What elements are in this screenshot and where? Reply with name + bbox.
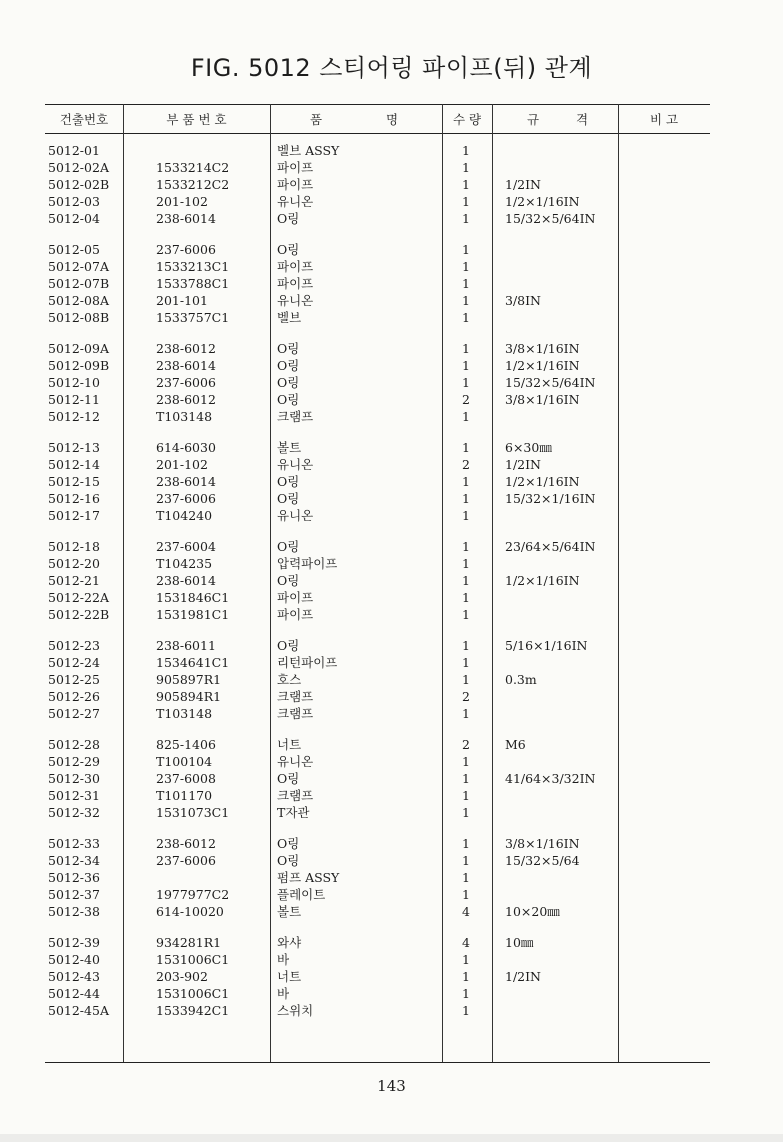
table-row: [0, 968, 783, 985]
quantity-cell: 1: [462, 211, 470, 226]
part-number-cell: 5012-29: [48, 754, 100, 769]
spec-cell: 1/2IN: [505, 457, 541, 472]
part-name-cell: 파이프: [277, 590, 314, 605]
part-number-cell: 5012-12: [48, 409, 100, 424]
part-code-cell: T103148: [156, 409, 213, 424]
quantity-cell: 1: [462, 474, 470, 489]
table-row: [0, 142, 783, 159]
part-code-cell: 905897R1: [156, 672, 222, 687]
part-name-cell: 볼트: [277, 440, 302, 455]
part-name-cell: 크램프: [277, 409, 314, 424]
table-row: [0, 292, 783, 309]
quantity-cell: 1: [462, 672, 470, 687]
part-code-cell: 934281R1: [156, 935, 222, 950]
part-name-cell: 파이프: [277, 160, 314, 175]
table-row: [0, 985, 783, 1002]
table-row: [0, 555, 783, 572]
quantity-cell: 1: [462, 986, 470, 1001]
part-name-cell: 크램프: [277, 788, 314, 803]
table-row: [0, 705, 783, 722]
part-name-cell: 크램프: [277, 689, 314, 704]
part-code-cell: 201-101: [156, 293, 208, 308]
part-number-cell: 5012-38: [48, 904, 100, 919]
table-row: [0, 258, 783, 275]
part-code-cell: 1977977C2: [156, 887, 230, 902]
part-name-cell: 벨브: [277, 310, 302, 325]
quantity-cell: 1: [462, 358, 470, 373]
table-row: [0, 176, 783, 193]
quantity-cell: 1: [462, 607, 470, 622]
part-number-cell: 5012-40: [48, 952, 100, 967]
table-row: [0, 456, 783, 473]
quantity-cell: 1: [462, 706, 470, 721]
part-number-cell: 5012-22A: [48, 590, 109, 605]
part-number-cell: 5012-01: [48, 143, 100, 158]
part-name-cell: O링: [277, 242, 300, 257]
part-number-cell: 5012-36: [48, 870, 100, 885]
part-number-cell: 5012-07A: [48, 259, 109, 274]
part-code-cell: 905894R1: [156, 689, 222, 704]
part-code-cell: T104235: [156, 556, 213, 571]
part-code-cell: T101170: [156, 788, 213, 803]
table-row: [0, 391, 783, 408]
part-number-cell: 5012-08B: [48, 310, 110, 325]
part-number-cell: 5012-13: [48, 440, 100, 455]
part-code-cell: 1533788C1: [156, 276, 230, 291]
quantity-cell: 1: [462, 177, 470, 192]
spec-cell: 3/8×1/16IN: [505, 392, 580, 407]
spec-cell: 1/2×1/16IN: [505, 194, 580, 209]
quantity-cell: 1: [462, 788, 470, 803]
part-number-cell: 5012-39: [48, 935, 100, 950]
quantity-cell: 1: [462, 952, 470, 967]
table-row: [0, 1002, 783, 1019]
part-name-cell: 유니온: [277, 754, 314, 769]
quantity-cell: 1: [462, 969, 470, 984]
table-row: [0, 903, 783, 920]
part-number-cell: 5012-10: [48, 375, 100, 390]
quantity-cell: 1: [462, 556, 470, 571]
part-code-cell: 825-1406: [156, 737, 216, 752]
table-row: [0, 538, 783, 555]
part-code-cell: 238-6014: [156, 211, 216, 226]
table-row: [0, 787, 783, 804]
quantity-cell: 1: [462, 341, 470, 356]
quantity-cell: 1: [462, 853, 470, 868]
part-name-cell: 호스: [277, 672, 302, 687]
quantity-cell: 1: [462, 754, 470, 769]
table-row: [0, 357, 783, 374]
part-name-cell: O링: [277, 211, 300, 226]
part-name-cell: 바: [277, 986, 290, 1001]
quantity-cell: 1: [462, 375, 470, 390]
part-name-cell: 벨브 ASSY: [277, 143, 340, 158]
quantity-cell: 1: [462, 573, 470, 588]
part-name-cell: 너트: [277, 969, 302, 984]
table-row: [0, 804, 783, 821]
part-code-cell: 238-6011: [156, 638, 216, 653]
quantity-cell: 1: [462, 870, 470, 885]
spec-cell: 1/2×1/16IN: [505, 474, 580, 489]
part-name-cell: O링: [277, 836, 300, 851]
part-name-cell: 볼트: [277, 904, 302, 919]
part-code-cell: 1531006C1: [156, 952, 230, 967]
part-code-cell: 1533942C1: [156, 1003, 230, 1018]
quantity-cell: 1: [462, 539, 470, 554]
quantity-cell: 1: [462, 771, 470, 786]
table-row: [0, 210, 783, 227]
table-row: [0, 654, 783, 671]
part-code-cell: 1533214C2: [156, 160, 230, 175]
part-code-cell: 614-6030: [156, 440, 216, 455]
quantity-cell: 1: [462, 310, 470, 325]
quantity-cell: 1: [462, 259, 470, 274]
table-row: [0, 439, 783, 456]
part-number-cell: 5012-25: [48, 672, 100, 687]
header-name-label-1: 품: [310, 112, 323, 127]
part-code-cell: 1533213C1: [156, 259, 230, 274]
part-code-cell: 237-6006: [156, 242, 216, 257]
part-number-cell: 5012-16: [48, 491, 100, 506]
quantity-cell: 1: [462, 1003, 470, 1018]
quantity-cell: 1: [462, 160, 470, 175]
quantity-cell: 2: [462, 457, 470, 472]
part-number-cell: 5012-20: [48, 556, 100, 571]
part-name-cell: 너트: [277, 737, 302, 752]
header-no-label: 건출번호: [59, 112, 109, 127]
table-row: [0, 934, 783, 951]
spec-cell: 6×30㎜: [505, 440, 552, 455]
quantity-cell: 2: [462, 737, 470, 752]
quantity-cell: 4: [462, 935, 470, 950]
table-row: [0, 473, 783, 490]
page-edge-strip: [0, 1134, 783, 1142]
header-spec-label-2: 격: [576, 112, 589, 127]
part-name-cell: O링: [277, 491, 300, 506]
part-number-cell: 5012-14: [48, 457, 100, 472]
quantity-cell: 1: [462, 242, 470, 257]
table-row: [0, 869, 783, 886]
quantity-cell: 1: [462, 409, 470, 424]
part-code-cell: 237-6006: [156, 491, 216, 506]
part-number-cell: 5012-07B: [48, 276, 110, 291]
part-code-cell: 1531006C1: [156, 986, 230, 1001]
part-code-cell: T100104: [156, 754, 213, 769]
part-number-cell: 5012-45A: [48, 1003, 109, 1018]
part-name-cell: O링: [277, 341, 300, 356]
part-number-cell: 5012-31: [48, 788, 100, 803]
spec-cell: 41/64×3/32IN: [505, 771, 596, 786]
part-number-cell: 5012-05: [48, 242, 100, 257]
table-row: [0, 507, 783, 524]
spec-cell: 15/32×5/64IN: [505, 375, 596, 390]
table-row: [0, 159, 783, 176]
spec-cell: 15/32×5/64IN: [505, 211, 596, 226]
part-name-cell: 크램프: [277, 706, 314, 721]
part-name-cell: O링: [277, 392, 300, 407]
header-part-number-col: [45, 110, 123, 128]
part-code-cell: 237-6006: [156, 853, 216, 868]
table-row: [0, 490, 783, 507]
part-name-cell: 압력파이프: [277, 556, 338, 571]
part-code-cell: 1533212C2: [156, 177, 230, 192]
spec-cell: 10㎜: [505, 935, 534, 950]
part-number-cell: 5012-27: [48, 706, 100, 721]
quantity-cell: 1: [462, 276, 470, 291]
quantity-cell: 4: [462, 904, 470, 919]
part-number-cell: 5012-32: [48, 805, 100, 820]
table-row: [0, 408, 783, 425]
part-code-cell: 238-6012: [156, 392, 216, 407]
part-number-cell: 5012-34: [48, 853, 100, 868]
part-number-cell: 5012-02B: [48, 177, 110, 192]
table-row: [0, 589, 783, 606]
header-note-col: [618, 110, 710, 128]
table-row: [0, 753, 783, 770]
header-qty-col: [442, 110, 492, 128]
part-number-cell: 5012-43: [48, 969, 100, 984]
part-code-cell: 201-102: [156, 457, 208, 472]
spec-cell: 3/8×1/16IN: [505, 836, 580, 851]
quantity-cell: 1: [462, 638, 470, 653]
part-name-cell: 파이프: [277, 276, 314, 291]
quantity-cell: 1: [462, 655, 470, 670]
part-number-cell: 5012-09A: [48, 341, 109, 356]
table-row: [0, 886, 783, 903]
part-number-cell: 5012-15: [48, 474, 100, 489]
header-spec-col: [492, 110, 618, 128]
header-part-label: 부 품 번 호: [166, 112, 227, 127]
part-name-cell: O링: [277, 474, 300, 489]
table-top-border: [45, 104, 710, 105]
part-number-cell: 5012-30: [48, 771, 100, 786]
header-name-col: [270, 110, 442, 128]
part-number-cell: 5012-08A: [48, 293, 109, 308]
part-code-cell: 201-102: [156, 194, 208, 209]
spec-cell: 15/32×5/64: [505, 853, 580, 868]
quantity-cell: 1: [462, 491, 470, 506]
part-number-cell: 5012-44: [48, 986, 100, 1001]
header-spec-label-1: 규: [527, 112, 540, 127]
part-number-cell: 5012-03: [48, 194, 100, 209]
spec-cell: 5/16×1/16IN: [505, 638, 588, 653]
spec-cell: 10×20㎜: [505, 904, 560, 919]
table-row: [0, 309, 783, 326]
table-header-divider: [45, 133, 710, 134]
part-name-cell: O링: [277, 771, 300, 786]
quantity-cell: 1: [462, 143, 470, 158]
part-number-cell: 5012-21: [48, 573, 100, 588]
part-name-cell: 유니온: [277, 194, 314, 209]
part-number-cell: 5012-24: [48, 655, 100, 670]
spec-cell: M6: [505, 737, 526, 752]
part-code-cell: 1533757C1: [156, 310, 230, 325]
table-row: [0, 241, 783, 258]
part-number-cell: 5012-23: [48, 638, 100, 653]
table-row: [0, 736, 783, 753]
part-number-cell: 5012-17: [48, 508, 100, 523]
header-note-label: 비 고: [649, 112, 679, 127]
part-code-cell: 238-6014: [156, 474, 216, 489]
part-number-cell: 5012-33: [48, 836, 100, 851]
part-number-cell: 5012-26: [48, 689, 100, 704]
table-row: [0, 637, 783, 654]
part-number-cell: 5012-11: [48, 392, 100, 407]
part-code-cell: 1531981C1: [156, 607, 230, 622]
table-row: [0, 275, 783, 292]
page-title: FIG. 5012 스티어링 파이프(뒤) 관계: [190, 54, 593, 82]
quantity-cell: 1: [462, 194, 470, 209]
header-part-code-col: [123, 110, 270, 128]
part-name-cell: 파이프: [277, 607, 314, 622]
spec-cell: 1/2IN: [505, 969, 541, 984]
spec-cell: 3/8IN: [505, 293, 541, 308]
quantity-cell: 1: [462, 293, 470, 308]
part-code-cell: 203-902: [156, 969, 208, 984]
part-name-cell: O링: [277, 638, 300, 653]
table-row: [0, 572, 783, 589]
part-code-cell: 237-6008: [156, 771, 216, 786]
table-bottom-border: [45, 1062, 710, 1063]
table-row: [0, 852, 783, 869]
table-row: [0, 340, 783, 357]
part-code-cell: 238-6012: [156, 836, 216, 851]
quantity-cell: 1: [462, 590, 470, 605]
part-code-cell: 614-10020: [156, 904, 224, 919]
part-number-cell: 5012-37: [48, 887, 100, 902]
table-row: [0, 193, 783, 210]
part-code-cell: 1534641C1: [156, 655, 230, 670]
table-row: [0, 606, 783, 623]
part-name-cell: O링: [277, 853, 300, 868]
part-number-cell: 5012-28: [48, 737, 100, 752]
spec-cell: 0.3m: [505, 672, 537, 687]
part-code-cell: 1531846C1: [156, 590, 230, 605]
part-number-cell: 5012-09B: [48, 358, 110, 373]
spec-cell: 23/64×5/64IN: [505, 539, 596, 554]
part-name-cell: 바: [277, 952, 290, 967]
quantity-cell: 1: [462, 440, 470, 455]
quantity-cell: 1: [462, 836, 470, 851]
spec-cell: 3/8×1/16IN: [505, 341, 580, 356]
part-name-cell: 펌프 ASSY: [277, 870, 340, 885]
part-number-cell: 5012-18: [48, 539, 100, 554]
part-name-cell: 유니온: [277, 457, 314, 472]
part-name-cell: 와샤: [277, 935, 302, 950]
part-code-cell: 237-6006: [156, 375, 216, 390]
part-name-cell: 스위치: [277, 1003, 314, 1018]
quantity-cell: 1: [462, 508, 470, 523]
quantity-cell: 1: [462, 887, 470, 902]
part-number-cell: 5012-04: [48, 211, 100, 226]
table-row: [0, 688, 783, 705]
spec-cell: 1/2×1/16IN: [505, 358, 580, 373]
part-name-cell: O링: [277, 358, 300, 373]
part-name-cell: 플레이트: [277, 887, 326, 902]
part-code-cell: 1531073C1: [156, 805, 230, 820]
part-name-cell: O링: [277, 539, 300, 554]
table-row: [0, 770, 783, 787]
spec-cell: 1/2IN: [505, 177, 541, 192]
part-code-cell: 238-6014: [156, 573, 216, 588]
part-name-cell: O링: [277, 375, 300, 390]
spec-cell: 1/2×1/16IN: [505, 573, 580, 588]
part-name-cell: 리턴파이프: [277, 655, 338, 670]
part-code-cell: 237-6004: [156, 539, 216, 554]
table-row: [0, 374, 783, 391]
table-row: [0, 951, 783, 968]
part-code-cell: 238-6014: [156, 358, 216, 373]
table-row: [0, 835, 783, 852]
part-name-cell: T자관: [277, 805, 310, 820]
part-number-cell: 5012-22B: [48, 607, 110, 622]
header-name-label-2: 명: [386, 112, 399, 127]
part-name-cell: O링: [277, 573, 300, 588]
quantity-cell: 2: [462, 392, 470, 407]
part-number-cell: 5012-02A: [48, 160, 109, 175]
part-name-cell: 파이프: [277, 177, 314, 192]
table-row: [0, 671, 783, 688]
header-qty-label: 수 량: [452, 112, 482, 127]
part-name-cell: 유니온: [277, 508, 314, 523]
part-code-cell: T103148: [156, 706, 213, 721]
part-code-cell: 238-6012: [156, 341, 216, 356]
part-name-cell: 파이프: [277, 259, 314, 274]
part-name-cell: 유니온: [277, 293, 314, 308]
page-number: 143: [377, 1077, 406, 1095]
quantity-cell: 1: [462, 805, 470, 820]
quantity-cell: 2: [462, 689, 470, 704]
part-code-cell: T104240: [156, 508, 213, 523]
spec-cell: 15/32×1/16IN: [505, 491, 596, 506]
